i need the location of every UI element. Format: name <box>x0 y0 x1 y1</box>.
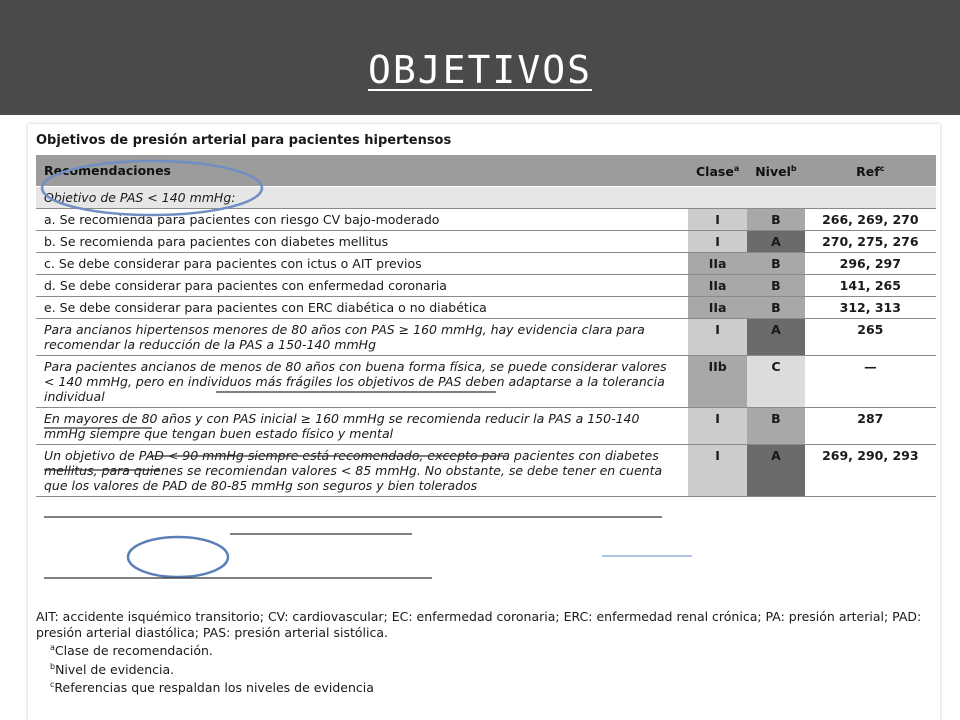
header-nivel <box>747 155 804 187</box>
row-ref: — <box>805 356 936 408</box>
row-text: Para pacientes ancianos de menos de 80 años con buena forma física, se puede considerar valores < 140 mmHg, pero en individuos más frágiles los objetivos de PAS deben adaptarse a la tolerancia individual <box>36 356 688 408</box>
footnote-b <box>36 659 936 678</box>
table-row <box>36 231 936 253</box>
row-ref: 265 <box>805 319 936 356</box>
header-ref-sup: c <box>879 164 885 174</box>
row-text: c. Se debe considerar para pacientes con ictus o AIT previos <box>36 253 688 275</box>
table-row <box>36 445 936 497</box>
document-title: Objetivos de presión arterial para pacientes hipertensos <box>36 133 452 148</box>
section-label: Objetivo de PAS < 140 mmHg: <box>36 187 936 209</box>
footnote-c-mark: c <box>50 680 55 690</box>
row-text: d. Se debe considerar para pacientes con enfermedad coronaria <box>36 275 688 297</box>
slide-title <box>0 48 960 92</box>
row-clase: I <box>688 319 747 356</box>
row-ref: 270, 275, 276 <box>805 231 936 253</box>
table-header-row <box>36 155 936 187</box>
row-nivel: B <box>747 297 804 319</box>
row-clase: IIa <box>688 275 747 297</box>
footnote-c <box>36 677 936 696</box>
row-text: e. Se debe considerar para pacientes con ERC diabética o no diabética <box>36 297 688 319</box>
header-nivel-sup: b <box>790 164 797 174</box>
row-nivel: A <box>747 445 804 497</box>
footnote-a-mark: a <box>50 643 55 652</box>
row-nivel: A <box>747 319 804 356</box>
recommendations-table <box>36 155 936 497</box>
footnote-c-text: Referencias que respaldan los niveles de evidencia <box>54 680 374 696</box>
row-text: Un objetivo de PAD < 90 mmHg siempre está recomendado, excepto para pacientes con diabetes mellitus, para quienes se recomiendan valores < 85 mmHg. No obstante, se debe tener en cuenta que los valores de PAD de 80-85 mmHg son seguros y bien tolerados <box>36 445 688 497</box>
table-row <box>36 253 936 275</box>
row-ref: 269, 290, 293 <box>805 445 936 497</box>
header-ref <box>805 155 936 187</box>
row-nivel: A <box>747 231 804 253</box>
table-row <box>36 209 936 231</box>
row-ref: 287 <box>805 408 936 445</box>
header-recomendaciones: Recomendaciones <box>36 155 688 187</box>
row-clase: I <box>688 445 747 497</box>
table-row <box>36 297 936 319</box>
row-clase: IIa <box>688 297 747 319</box>
row-nivel: B <box>747 253 804 275</box>
row-ref: 296, 297 <box>805 253 936 275</box>
row-nivel: B <box>747 209 804 231</box>
footnote-abbreviations: AIT: accidente isquémico transitorio; CV: cardiovascular; EC: enfermedad coronaria; ERC: enfermedad renal crónica; PA: presión arterial; PAD: presión arterial diastólica; PAS: presión arterial sistólica. <box>36 609 922 640</box>
footnote-a-text: Clase de recomendación. <box>54 643 213 659</box>
section-row <box>36 187 936 209</box>
footnote-a <box>36 640 936 659</box>
header-clase-text: Clase <box>696 164 734 180</box>
row-nivel: B <box>747 275 804 297</box>
footnotes <box>36 609 936 696</box>
row-text: En mayores de 80 años y con PAS inicial ≥ 160 mmHg se recomienda reducir la PAS a 150-140 mmHg siempre que tengan buen estado físico y mental <box>36 408 688 445</box>
row-clase: IIb <box>688 356 747 408</box>
row-clase: I <box>688 408 747 445</box>
header-clase-sup: a <box>733 164 740 174</box>
row-clase: IIa <box>688 253 747 275</box>
table-row <box>36 408 936 445</box>
row-ref: 141, 265 <box>805 275 936 297</box>
row-text: a. Se recomienda para pacientes con riesgo CV bajo-moderado <box>36 209 688 231</box>
row-clase: I <box>688 231 747 253</box>
table-row <box>36 319 936 356</box>
slide-title-text: OBJETIVOS <box>368 48 592 92</box>
header-nivel-text: Nivel <box>755 164 791 180</box>
table-row <box>36 356 936 408</box>
row-ref: 312, 313 <box>805 297 936 319</box>
footnote-b-text: Nivel de evidencia. <box>55 661 175 677</box>
row-ref: 266, 269, 270 <box>805 209 936 231</box>
row-nivel: B <box>747 408 804 445</box>
header-clase <box>688 155 747 187</box>
row-clase: I <box>688 209 747 231</box>
header-ref-text: Ref <box>856 164 880 180</box>
row-text: Para ancianos hipertensos menores de 80 años con PAS ≥ 160 mmHg, hay evidencia clara para recomendar la reducción de la PAS a 150-140 mmHg <box>36 319 688 356</box>
row-text: b. Se recomienda para pacientes con diabetes mellitus <box>36 231 688 253</box>
table-row <box>36 275 936 297</box>
row-nivel: C <box>747 356 804 408</box>
footnote-b-mark: b <box>50 661 56 671</box>
